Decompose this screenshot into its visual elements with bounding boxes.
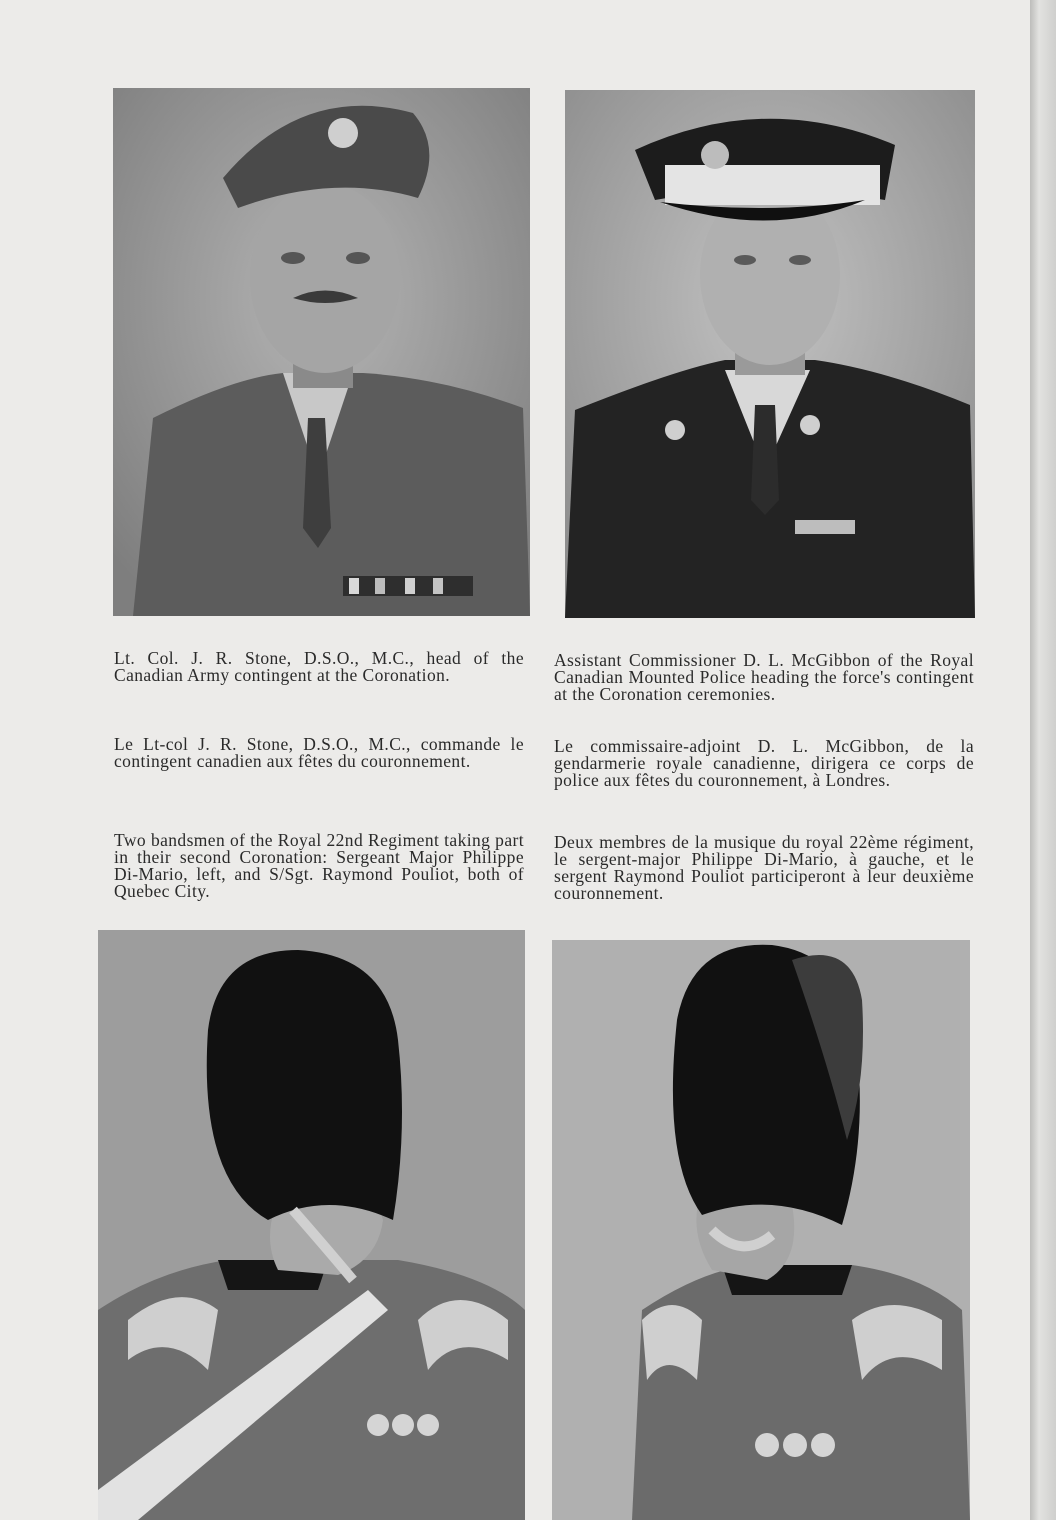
page-edge-shadow (1030, 0, 1056, 1520)
caption-text: Le Lt-col J. R. Stone, D.S.O., M.C., commande le contingent canadien aux fêtes du couronnement. (114, 734, 524, 771)
caption-text: Deux membres de la musique du royal 22ème régiment, le sergent-major Philippe Di-Mario, à gauche, et le sergent Raymond Pouliot participeront à leur deuxième couronnement. (554, 832, 974, 903)
photo-pouliot (552, 940, 970, 1520)
caption-text: Lt. Col. J. R. Stone, D.S.O., M.C., head of the Canadian Army contingent at the Coronation. (114, 648, 524, 685)
photo-mcgibbon (565, 90, 975, 618)
caption-text: Two bandsmen of the Royal 22nd Regiment taking part in their second Coronation: Sergeant Major Philippe Di-Mario, left, and S/Sgt. Raymond Pouliot, both of Quebec City. (114, 830, 524, 901)
caption-text: Le commissaire-adjoint D. L. McGibbon, de la gendarmerie royale canadienne, dirigera ce corps de police aux fêtes du couronnement, à Londres. (554, 736, 974, 790)
caption-stone-english (114, 650, 524, 684)
photo-di-mario (98, 930, 525, 1520)
caption-mcgibbon-french (554, 738, 974, 789)
caption-stone-french (114, 736, 524, 770)
caption-mcgibbon-english (554, 652, 974, 703)
caption-bandsmen-french (554, 834, 974, 902)
caption-text: Assistant Commissioner D. L. McGibbon of the Royal Canadian Mounted Police heading the force's contingent at the Coronation ceremonies. (554, 650, 974, 704)
caption-bandsmen-english (114, 832, 524, 900)
photo-stone (113, 88, 530, 616)
